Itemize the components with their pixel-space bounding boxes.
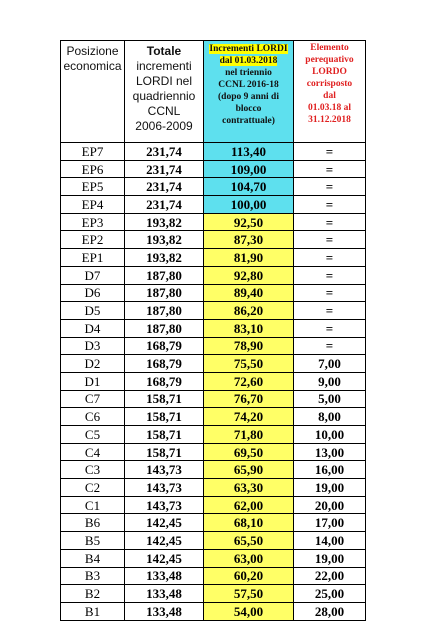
totale-cell: 187,80 [125, 302, 204, 320]
incremento-cell: 100,00 [204, 196, 294, 214]
incremento-cell: 65,90 [204, 461, 294, 479]
incremento-cell: 76,70 [204, 390, 294, 408]
perequativo-cell: 7,00 [294, 355, 366, 373]
perequativo-cell: = [294, 213, 366, 231]
incremento-cell: 71,80 [204, 426, 294, 444]
header-elemento-line: 01.03.18 al [307, 103, 351, 113]
table-row [61, 266, 366, 284]
perequativo-cell: = [294, 302, 366, 320]
table-row [61, 337, 366, 355]
incremento-cell: 87,30 [204, 231, 294, 249]
position-cell: C6 [61, 408, 125, 426]
perequativo-cell: 22,00 [294, 567, 366, 585]
position-cell: D4 [61, 319, 125, 337]
perequativo-cell: 17,00 [294, 514, 366, 532]
perequativo-cell: = [294, 249, 366, 267]
table-row [61, 355, 366, 373]
totale-cell: 142,45 [125, 532, 204, 550]
totale-cell: 143,73 [125, 479, 204, 497]
table-row [61, 302, 366, 320]
incremento-cell: 63,30 [204, 479, 294, 497]
header-totale-line: LORDI nel [135, 74, 193, 88]
perequativo-cell: 8,00 [294, 408, 366, 426]
perequativo-cell: 20,00 [294, 496, 366, 514]
table-row [61, 372, 366, 390]
position-cell: B6 [61, 514, 125, 532]
position-cell: D7 [61, 266, 125, 284]
table-row [61, 567, 366, 585]
perequativo-cell: 28,00 [294, 602, 366, 620]
table-row [61, 213, 366, 231]
perequativo-cell: = [294, 178, 366, 196]
header-posizione-line: economica [63, 59, 122, 73]
incremento-cell: 72,60 [204, 372, 294, 390]
header-incrementi [204, 41, 294, 143]
incremento-cell: 104,70 [204, 178, 294, 196]
header-elemento-line: corrisposto [306, 79, 353, 89]
header-totale [125, 41, 204, 143]
header-incrementi-line: CCNL 2016-18 [218, 80, 279, 90]
table-row [61, 196, 366, 214]
incremento-cell: 68,10 [204, 514, 294, 532]
perequativo-cell: 5,00 [294, 390, 366, 408]
perequativo-cell: = [294, 319, 366, 337]
header-row [61, 41, 366, 143]
header-totale-line: 2006-2009 [135, 119, 193, 133]
table-row [61, 284, 366, 302]
position-cell: B4 [61, 549, 125, 567]
header-totale-line: quadriennio [132, 89, 196, 103]
incremento-cell: 81,90 [204, 249, 294, 267]
table-row [61, 143, 366, 161]
header-elemento-line: dal [323, 91, 336, 101]
totale-cell: 168,79 [125, 337, 204, 355]
position-cell: D5 [61, 302, 125, 320]
position-cell: B1 [61, 602, 125, 620]
perequativo-cell: 19,00 [294, 549, 366, 567]
totale-cell: 193,82 [125, 231, 204, 249]
totale-cell: 187,80 [125, 284, 204, 302]
header-posizione [61, 41, 125, 143]
totale-cell: 142,45 [125, 549, 204, 567]
position-cell: C3 [61, 461, 125, 479]
totale-cell: 193,82 [125, 249, 204, 267]
table-row [61, 443, 366, 461]
incremento-cell: 86,20 [204, 302, 294, 320]
header-incrementi-highlight: dal 01.03.2018 [219, 56, 278, 66]
position-cell: EP1 [61, 249, 125, 267]
incremento-cell: 75,50 [204, 355, 294, 373]
totale-cell: 231,74 [125, 196, 204, 214]
totale-cell: 133,48 [125, 585, 204, 603]
totale-cell: 158,71 [125, 426, 204, 444]
incremento-cell: 54,00 [204, 602, 294, 620]
position-cell: EP4 [61, 196, 125, 214]
incremento-cell: 57,50 [204, 585, 294, 603]
perequativo-cell: 14,00 [294, 532, 366, 550]
incremento-cell: 83,10 [204, 319, 294, 337]
perequativo-cell: = [294, 231, 366, 249]
position-cell: C4 [61, 443, 125, 461]
table-row [61, 249, 366, 267]
table-body [61, 143, 366, 621]
perequativo-cell: 25,00 [294, 585, 366, 603]
header-incrementi-line: (dopo 9 anni di [218, 92, 279, 102]
table-row [61, 319, 366, 337]
header-totale-title: Totale [146, 44, 182, 58]
position-cell: C2 [61, 479, 125, 497]
incremento-cell: 78,90 [204, 337, 294, 355]
perequativo-cell: = [294, 284, 366, 302]
table-row [61, 461, 366, 479]
perequativo-cell: 13,00 [294, 443, 366, 461]
perequativo-cell: 9,00 [294, 372, 366, 390]
table-row [61, 532, 366, 550]
position-cell: B3 [61, 567, 125, 585]
table-row [61, 514, 366, 532]
incremento-cell: 62,00 [204, 496, 294, 514]
totale-cell: 158,71 [125, 390, 204, 408]
totale-cell: 231,74 [125, 178, 204, 196]
incremento-cell: 109,00 [204, 160, 294, 178]
position-cell: C5 [61, 426, 125, 444]
table-row [61, 390, 366, 408]
totale-cell: 168,79 [125, 372, 204, 390]
perequativo-cell: = [294, 196, 366, 214]
header-incrementi-highlight: Incrementi LORDI [209, 44, 288, 54]
totale-cell: 158,71 [125, 408, 204, 426]
table-row [61, 602, 366, 620]
position-cell: B5 [61, 532, 125, 550]
perequativo-cell: 16,00 [294, 461, 366, 479]
totale-cell: 158,71 [125, 443, 204, 461]
position-cell: EP2 [61, 231, 125, 249]
position-cell: EP5 [61, 178, 125, 196]
perequativo-cell: = [294, 160, 366, 178]
perequativo-cell: = [294, 337, 366, 355]
header-incrementi-line: nel triennio [225, 68, 272, 78]
position-cell: D2 [61, 355, 125, 373]
incremento-cell: 89,40 [204, 284, 294, 302]
table-row [61, 426, 366, 444]
incremento-cell: 65,50 [204, 532, 294, 550]
table-row [61, 496, 366, 514]
totale-cell: 143,73 [125, 496, 204, 514]
position-cell: B2 [61, 585, 125, 603]
header-incrementi-line: contrattuale) [222, 116, 275, 126]
perequativo-cell: = [294, 266, 366, 284]
table-row [61, 178, 366, 196]
incremento-cell: 74,20 [204, 408, 294, 426]
salary-increments-table [60, 40, 366, 621]
totale-cell: 231,74 [125, 160, 204, 178]
incremento-cell: 92,50 [204, 213, 294, 231]
position-cell: D6 [61, 284, 125, 302]
table-row [61, 408, 366, 426]
header-totale-line: CCNL [147, 104, 181, 118]
header-posizione-line: Posizione [66, 44, 119, 58]
incremento-cell: 69,50 [204, 443, 294, 461]
totale-cell: 231,74 [125, 143, 204, 161]
position-cell: EP3 [61, 213, 125, 231]
position-cell: EP7 [61, 143, 125, 161]
position-cell: D3 [61, 337, 125, 355]
totale-cell: 193,82 [125, 213, 204, 231]
position-cell: D1 [61, 372, 125, 390]
header-elemento-line: perequativo [305, 55, 354, 65]
totale-cell: 142,45 [125, 514, 204, 532]
totale-cell: 133,48 [125, 602, 204, 620]
perequativo-cell: 19,00 [294, 479, 366, 497]
header-elemento-line: Elemento [310, 43, 349, 53]
header-incrementi-line: blocco [235, 104, 262, 114]
perequativo-cell: 10,00 [294, 426, 366, 444]
header-totale-line: incrementi [136, 59, 192, 73]
totale-cell: 168,79 [125, 355, 204, 373]
position-cell: C1 [61, 496, 125, 514]
totale-cell: 133,48 [125, 567, 204, 585]
perequativo-cell: = [294, 143, 366, 161]
header-elemento-line: LORDO [312, 67, 347, 77]
incremento-cell: 60,20 [204, 567, 294, 585]
table-row [61, 160, 366, 178]
position-cell: C7 [61, 390, 125, 408]
totale-cell: 187,80 [125, 319, 204, 337]
table-row [61, 549, 366, 567]
header-elemento [294, 41, 366, 143]
incremento-cell: 63,00 [204, 549, 294, 567]
totale-cell: 143,73 [125, 461, 204, 479]
header-elemento-line: 31.12.2018 [308, 115, 351, 125]
table-row [61, 231, 366, 249]
position-cell: EP6 [61, 160, 125, 178]
incremento-cell: 113,40 [204, 143, 294, 161]
table-row [61, 479, 366, 497]
totale-cell: 187,80 [125, 266, 204, 284]
incremento-cell: 92,80 [204, 266, 294, 284]
